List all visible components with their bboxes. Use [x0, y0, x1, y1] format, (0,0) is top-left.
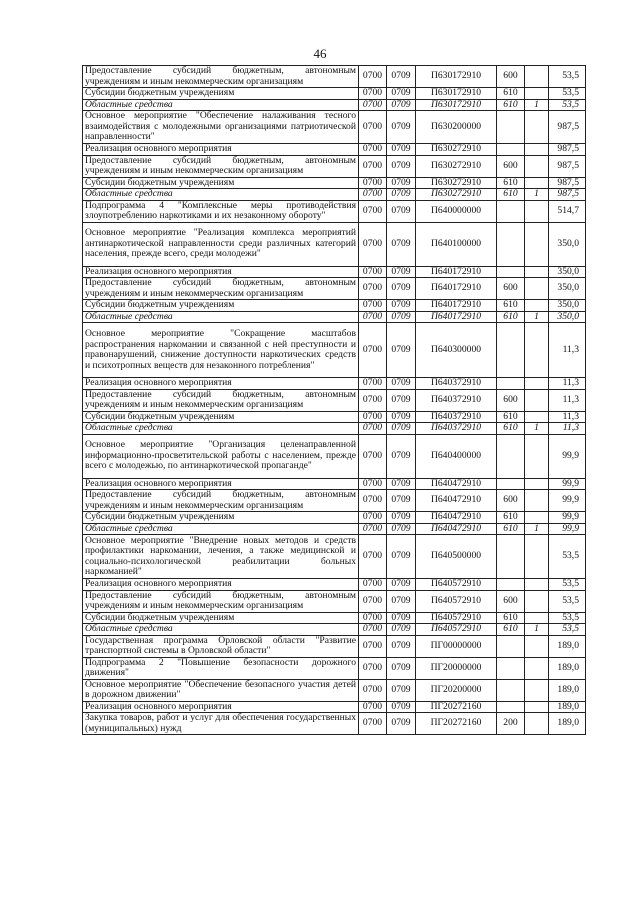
- subsection-code: 0709: [387, 144, 416, 156]
- table-row: [83, 200, 586, 222]
- sub-code: [525, 590, 549, 612]
- expense-type-code: 610: [497, 624, 525, 636]
- table-row: [83, 490, 586, 512]
- expense-type-code: 610: [497, 99, 525, 111]
- subsection-code: 0709: [387, 523, 416, 535]
- target-item-code: П640472910: [416, 490, 497, 512]
- row-description: Субсидии бюджетным учреждениям: [83, 411, 359, 423]
- row-description: Предоставление субсидий бюджетным, автономным учреждениям и иным некоммерческим организациям: [83, 389, 359, 411]
- amount: 987,5: [549, 177, 586, 189]
- subsection-code: 0709: [387, 200, 416, 222]
- table-row: [83, 579, 586, 591]
- row-description: Реализация основного мероприятия: [83, 701, 359, 713]
- row-description: Областные средства: [83, 311, 359, 323]
- target-item-code: ПГ00000000: [416, 635, 497, 657]
- amount: 987,5: [549, 111, 586, 144]
- target-item-code: П640172910: [416, 300, 497, 312]
- row-description: Реализация основного мероприятия: [83, 144, 359, 156]
- sub-code: [525, 535, 549, 579]
- section-code: 0700: [359, 111, 387, 144]
- subsection-code: 0709: [387, 323, 416, 378]
- section-code: 0700: [359, 311, 387, 323]
- amount: 189,0: [549, 713, 586, 735]
- amount: 350,0: [549, 311, 586, 323]
- sub-code: [525, 478, 549, 490]
- row-description: Областные средства: [83, 189, 359, 201]
- sub-code: [525, 200, 549, 222]
- row-description: Областные средства: [83, 99, 359, 111]
- subsection-code: 0709: [387, 155, 416, 177]
- expense-type-code: 600: [497, 490, 525, 512]
- table-row: [83, 423, 586, 435]
- amount: 11,3: [549, 378, 586, 390]
- target-item-code: ПГ20272160: [416, 713, 497, 735]
- amount: 53,5: [549, 590, 586, 612]
- target-item-code: П630172910: [416, 66, 497, 88]
- expense-type-code: [497, 657, 525, 679]
- subsection-code: 0709: [387, 590, 416, 612]
- table-row: [83, 478, 586, 490]
- table-row: [83, 612, 586, 624]
- row-description: Субсидии бюджетным учреждениям: [83, 88, 359, 100]
- sub-code: [525, 635, 549, 657]
- target-item-code: П630272910: [416, 189, 497, 201]
- amount: 514,7: [549, 200, 586, 222]
- table-row: [83, 434, 586, 478]
- target-item-code: ПГ20000000: [416, 657, 497, 679]
- subsection-code: 0709: [387, 624, 416, 636]
- target-item-code: П640472910: [416, 523, 497, 535]
- section-code: 0700: [359, 278, 387, 300]
- row-description: Основное мероприятие "Сокращение масштабов распространения наркомании и связанной с ней преступности и правонарушений, снижение доступности наркотических средств и психотропных веществ для незаконного потребления": [83, 323, 359, 378]
- table-row: [83, 155, 586, 177]
- sub-code: [525, 679, 549, 701]
- amount: 53,5: [549, 66, 586, 88]
- table-row: [83, 144, 586, 156]
- subsection-code: 0709: [387, 389, 416, 411]
- table-row: [83, 657, 586, 679]
- section-code: 0700: [359, 177, 387, 189]
- amount: 53,5: [549, 579, 586, 591]
- target-item-code: П630272910: [416, 177, 497, 189]
- sub-code: [525, 512, 549, 524]
- sub-code: [525, 111, 549, 144]
- expense-type-code: [497, 222, 525, 266]
- subsection-code: 0709: [387, 701, 416, 713]
- amount: 11,3: [549, 423, 586, 435]
- amount: 99,9: [549, 512, 586, 524]
- expense-type-code: [497, 434, 525, 478]
- amount: 53,5: [549, 624, 586, 636]
- expense-type-code: [497, 701, 525, 713]
- target-item-code: П640572910: [416, 579, 497, 591]
- table-row: [83, 701, 586, 713]
- row-description: Предоставление субсидий бюджетным, автономным учреждениям и иным некоммерческим организациям: [83, 278, 359, 300]
- subsection-code: 0709: [387, 300, 416, 312]
- subsection-code: 0709: [387, 423, 416, 435]
- sub-code: [525, 490, 549, 512]
- table-row: [83, 535, 586, 579]
- subsection-code: 0709: [387, 177, 416, 189]
- sub-code: 1: [525, 423, 549, 435]
- sub-code: [525, 88, 549, 100]
- sub-code: [525, 155, 549, 177]
- subsection-code: 0709: [387, 66, 416, 88]
- section-code: 0700: [359, 590, 387, 612]
- subsection-code: 0709: [387, 222, 416, 266]
- amount: 189,0: [549, 657, 586, 679]
- section-code: 0700: [359, 612, 387, 624]
- table-row: [83, 389, 586, 411]
- expense-type-code: 600: [497, 389, 525, 411]
- expense-type-code: 610: [497, 88, 525, 100]
- amount: 987,5: [549, 189, 586, 201]
- section-code: 0700: [359, 200, 387, 222]
- page-number: 46: [313, 46, 327, 61]
- subsection-code: 0709: [387, 579, 416, 591]
- sub-code: 1: [525, 311, 549, 323]
- subsection-code: 0709: [387, 99, 416, 111]
- target-item-code: П640372910: [416, 389, 497, 411]
- amount: 99,9: [549, 434, 586, 478]
- amount: 53,5: [549, 99, 586, 111]
- section-code: 0700: [359, 266, 387, 278]
- section-code: 0700: [359, 378, 387, 390]
- sub-code: [525, 177, 549, 189]
- row-description: Предоставление субсидий бюджетным, автономным учреждениям и иным некоммерческим организациям: [83, 590, 359, 612]
- row-description: Субсидии бюджетным учреждениям: [83, 177, 359, 189]
- expense-type-code: 200: [497, 713, 525, 735]
- row-description: Субсидии бюджетным учреждениям: [83, 612, 359, 624]
- section-code: 0700: [359, 423, 387, 435]
- expense-type-code: 600: [497, 155, 525, 177]
- target-item-code: П640400000: [416, 434, 497, 478]
- subsection-code: 0709: [387, 657, 416, 679]
- subsection-code: 0709: [387, 478, 416, 490]
- section-code: 0700: [359, 66, 387, 88]
- subsection-code: 0709: [387, 278, 416, 300]
- subsection-code: 0709: [387, 378, 416, 390]
- section-code: 0700: [359, 144, 387, 156]
- table-row: [83, 278, 586, 300]
- target-item-code: П640472910: [416, 512, 497, 524]
- section-code: 0700: [359, 155, 387, 177]
- table-row: [83, 713, 586, 735]
- subsection-code: 0709: [387, 111, 416, 144]
- table-row: [83, 378, 586, 390]
- row-description: Реализация основного мероприятия: [83, 378, 359, 390]
- target-item-code: П630172910: [416, 88, 497, 100]
- expense-type-code: 600: [497, 278, 525, 300]
- section-code: 0700: [359, 434, 387, 478]
- amount: 53,5: [549, 88, 586, 100]
- amount: 99,9: [549, 478, 586, 490]
- section-code: 0700: [359, 323, 387, 378]
- target-item-code: П640572910: [416, 590, 497, 612]
- row-description: Реализация основного мероприятия: [83, 579, 359, 591]
- table-row: [83, 323, 586, 378]
- amount: 11,3: [549, 389, 586, 411]
- section-code: 0700: [359, 411, 387, 423]
- sub-code: [525, 278, 549, 300]
- row-description: Основное мероприятие "Обеспечение налаживания тесного взаимодействия с молодежными организациями патриотической направленности": [83, 111, 359, 144]
- target-item-code: П640500000: [416, 535, 497, 579]
- row-description: Основное мероприятие "Реализация комплекса мероприятий антинаркотической направленности среди различных категорий населения, прежде всего, среди молодежи": [83, 222, 359, 266]
- expense-type-code: [497, 144, 525, 156]
- subsection-code: 0709: [387, 434, 416, 478]
- expense-type-code: [497, 535, 525, 579]
- row-description: Субсидии бюджетным учреждениям: [83, 300, 359, 312]
- expense-type-code: 610: [497, 612, 525, 624]
- expense-type-code: 610: [497, 311, 525, 323]
- row-description: Реализация основного мероприятия: [83, 266, 359, 278]
- target-item-code: П640172910: [416, 278, 497, 300]
- amount: 189,0: [549, 701, 586, 713]
- section-code: 0700: [359, 88, 387, 100]
- table-row: [83, 300, 586, 312]
- target-item-code: П640372910: [416, 378, 497, 390]
- row-description: Областные средства: [83, 523, 359, 535]
- row-description: Реализация основного мероприятия: [83, 478, 359, 490]
- amount: 350,0: [549, 278, 586, 300]
- sub-code: 1: [525, 523, 549, 535]
- target-item-code: П640300000: [416, 323, 497, 378]
- subsection-code: 0709: [387, 612, 416, 624]
- expense-type-code: [497, 579, 525, 591]
- amount: 350,0: [549, 300, 586, 312]
- table-row: [83, 311, 586, 323]
- expense-type-code: [497, 635, 525, 657]
- subsection-code: 0709: [387, 679, 416, 701]
- subsection-code: 0709: [387, 512, 416, 524]
- row-description: Подпрограмма 4 "Комплексные меры противодействия злоупотреблению наркотиками и их незаконному обороту": [83, 200, 359, 222]
- expense-type-code: 610: [497, 300, 525, 312]
- sub-code: [525, 300, 549, 312]
- target-item-code: П640572910: [416, 612, 497, 624]
- subsection-code: 0709: [387, 88, 416, 100]
- table-row: [83, 679, 586, 701]
- expense-type-code: 610: [497, 177, 525, 189]
- sub-code: [525, 411, 549, 423]
- row-description: Подпрограмма 2 "Повышение безопасности дорожного движения": [83, 657, 359, 679]
- sub-code: [525, 713, 549, 735]
- section-code: 0700: [359, 222, 387, 266]
- expense-type-code: 610: [497, 189, 525, 201]
- expense-type-code: [497, 200, 525, 222]
- subsection-code: 0709: [387, 490, 416, 512]
- expense-type-code: 600: [497, 590, 525, 612]
- expense-type-code: [497, 378, 525, 390]
- table-row: [83, 590, 586, 612]
- expense-type-code: 610: [497, 411, 525, 423]
- subsection-code: 0709: [387, 635, 416, 657]
- section-code: 0700: [359, 490, 387, 512]
- target-item-code: П640472910: [416, 478, 497, 490]
- section-code: 0700: [359, 389, 387, 411]
- table-row: [83, 523, 586, 535]
- amount: 987,5: [549, 144, 586, 156]
- table-row: [83, 624, 586, 636]
- section-code: 0700: [359, 657, 387, 679]
- table-row: [83, 99, 586, 111]
- amount: 53,5: [549, 535, 586, 579]
- section-code: 0700: [359, 713, 387, 735]
- table-row: [83, 512, 586, 524]
- section-code: 0700: [359, 535, 387, 579]
- target-item-code: П640100000: [416, 222, 497, 266]
- table-row: [83, 411, 586, 423]
- target-item-code: П640000000: [416, 200, 497, 222]
- target-item-code: ПГ20200000: [416, 679, 497, 701]
- subsection-code: 0709: [387, 713, 416, 735]
- section-code: 0700: [359, 701, 387, 713]
- amount: 99,9: [549, 490, 586, 512]
- expense-type-code: 610: [497, 423, 525, 435]
- amount: 189,0: [549, 635, 586, 657]
- row-description: Основное мероприятие "Внедрение новых методов и средств профилактики наркомании, лечения, а также медицинской и социально-психологической реабилитации больных наркоманией": [83, 535, 359, 579]
- amount: 350,0: [549, 222, 586, 266]
- expense-type-code: 610: [497, 512, 525, 524]
- table-row: [83, 88, 586, 100]
- row-description: Областные средства: [83, 423, 359, 435]
- expense-type-code: 600: [497, 66, 525, 88]
- target-item-code: ПГ20272160: [416, 701, 497, 713]
- expense-type-code: [497, 679, 525, 701]
- sub-code: [525, 579, 549, 591]
- expense-type-code: [497, 266, 525, 278]
- sub-code: [525, 378, 549, 390]
- target-item-code: П630272910: [416, 144, 497, 156]
- target-item-code: П640372910: [416, 411, 497, 423]
- subsection-code: 0709: [387, 535, 416, 579]
- row-description: Закупка товаров, работ и услуг для обеспечения государственных (муниципальных) нужд: [83, 713, 359, 735]
- section-code: 0700: [359, 579, 387, 591]
- amount: 99,9: [549, 523, 586, 535]
- row-description: Государственная программа Орловской области "Развитие транспортной системы в Орловской области": [83, 635, 359, 657]
- amount: 11,3: [549, 411, 586, 423]
- sub-code: [525, 323, 549, 378]
- sub-code: [525, 266, 549, 278]
- sub-code: [525, 389, 549, 411]
- sub-code: 1: [525, 624, 549, 636]
- row-description: Областные средства: [83, 624, 359, 636]
- table-row: [83, 189, 586, 201]
- expense-type-code: 610: [497, 523, 525, 535]
- row-description: Предоставление субсидий бюджетным, автономным учреждениям и иным некоммерческим организациям: [83, 490, 359, 512]
- target-item-code: П640572910: [416, 624, 497, 636]
- row-description: Субсидии бюджетным учреждениям: [83, 512, 359, 524]
- amount: 189,0: [549, 679, 586, 701]
- expense-type-code: [497, 323, 525, 378]
- row-description: Основное мероприятие "Организация целенаправленной информационно-просветительской работы с населением, прежде всего с молодежью, по антинаркотической пропаганде": [83, 434, 359, 478]
- table-row: [83, 266, 586, 278]
- table-row: [83, 635, 586, 657]
- subsection-code: 0709: [387, 311, 416, 323]
- budget-table: [82, 65, 586, 735]
- sub-code: [525, 222, 549, 266]
- sub-code: [525, 66, 549, 88]
- sub-code: [525, 434, 549, 478]
- sub-code: [525, 612, 549, 624]
- row-description: Предоставление субсидий бюджетным, автономным учреждениям и иным некоммерческим организациям: [83, 66, 359, 88]
- subsection-code: 0709: [387, 411, 416, 423]
- amount: 53,5: [549, 612, 586, 624]
- section-code: 0700: [359, 99, 387, 111]
- target-item-code: П630272910: [416, 155, 497, 177]
- section-code: 0700: [359, 635, 387, 657]
- subsection-code: 0709: [387, 266, 416, 278]
- row-description: Основное мероприятие "Обеспечение безопасного участия детей в дорожном движении": [83, 679, 359, 701]
- amount: 350,0: [549, 266, 586, 278]
- amount: 11,3: [549, 323, 586, 378]
- section-code: 0700: [359, 679, 387, 701]
- row-description: Предоставление субсидий бюджетным, автономным учреждениям и иным некоммерческим организациям: [83, 155, 359, 177]
- target-item-code: П640372910: [416, 423, 497, 435]
- section-code: 0700: [359, 300, 387, 312]
- sub-code: 1: [525, 189, 549, 201]
- section-code: 0700: [359, 523, 387, 535]
- table-row: [83, 177, 586, 189]
- section-code: 0700: [359, 478, 387, 490]
- target-item-code: П630172910: [416, 99, 497, 111]
- table-row: [83, 66, 586, 88]
- expense-type-code: [497, 111, 525, 144]
- section-code: 0700: [359, 624, 387, 636]
- amount: 987,5: [549, 155, 586, 177]
- target-item-code: П640172910: [416, 266, 497, 278]
- sub-code: 1: [525, 99, 549, 111]
- target-item-code: П640172910: [416, 311, 497, 323]
- table-row: [83, 111, 586, 144]
- section-code: 0700: [359, 189, 387, 201]
- section-code: 0700: [359, 512, 387, 524]
- sub-code: [525, 657, 549, 679]
- sub-code: [525, 144, 549, 156]
- subsection-code: 0709: [387, 189, 416, 201]
- expense-type-code: [497, 478, 525, 490]
- sub-code: [525, 701, 549, 713]
- table-row: [83, 222, 586, 266]
- target-item-code: П630200000: [416, 111, 497, 144]
